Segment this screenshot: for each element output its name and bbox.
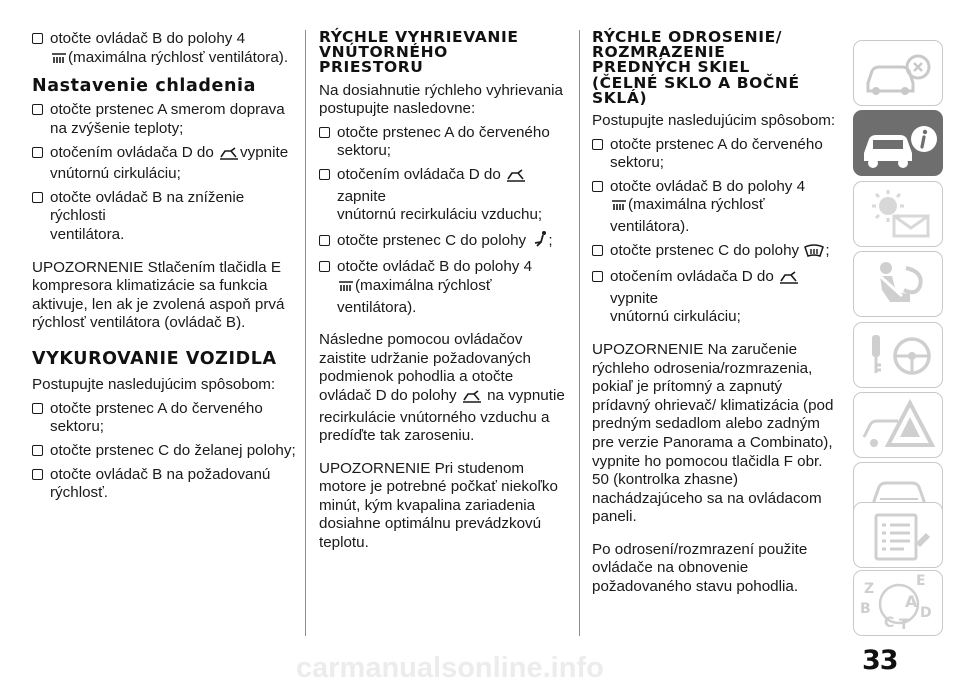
tab-starting-driving[interactable]: [853, 322, 943, 388]
warning-paragraph: UPOZORNENIE Stlačením tlačidla E kompresora klimatizácie sa funkcia aktivuje, len ak je zvolená aspoň prvá rýchlosť ventilátora (ovládač B).: [32, 258, 285, 332]
tab-car-info[interactable]: [853, 40, 943, 106]
watermark: carmanualsonline.info: [296, 652, 604, 684]
warning-paragraph: UPOZORNENIE Pri studenom motore je potrebné počkať niekoľko minút, kým kvapalina zariadenia dosiahne optimálnu prevádzkovú teplotu.: [319, 459, 558, 552]
column-divider: [579, 30, 580, 636]
alphabetical-index-icon: [854, 571, 944, 637]
intro-text: Na dosiahnutie rýchleho vyhrievania postupujte nasledovne:: [319, 81, 563, 118]
bullet-fan-max: otočte ovládač B do polohy 4 (maximálna rýchlosť ventilátora).: [319, 258, 569, 317]
heading-rapid-heating: RÝCHLE VYHRIEVANIE VNÚTORNÉHO PRIESTORU: [319, 28, 519, 77]
recirculation-icon: [778, 270, 800, 290]
index-letter-t: T: [899, 617, 909, 633]
checkbox-bullet-icon: [592, 181, 603, 192]
column-2: [319, 30, 569, 567]
warning-paragraph: UPOZORNENIE Na zaručenie rýchleho odrosenia/rozmrazenia, pokiaľ je prítomný a zapnutý prídavný ohrievač/ klimatizácia (pod predným sedadlom alebo zadným pre verzie Panorama a Combinato), vypnite ho pomocou tlačidla F obr. 50 (kontrolka zhasne) nachádzajúceho sa na ovládacom paneli.: [592, 340, 834, 526]
key-steering-icon: [854, 323, 944, 389]
final-paragraph: Po odrosení/rozmrazení použite ovládače na obnovenie požadovaného stavu pohodlia.: [592, 540, 808, 596]
checkbox-bullet-icon: [319, 261, 330, 272]
heading-cooling: Nastavenie chladenia: [32, 76, 257, 97]
checkbox-bullet-icon: [592, 245, 603, 256]
car-info-icon: [854, 41, 944, 107]
tab-specifications[interactable]: [853, 502, 943, 568]
heading-rapid-defrost: RÝCHLE ODROSENIE/ ROZMRAZENIE PREDNÝCH SKIEL (ČELNÉ SKLO A BOČNÉ SKLÁ): [592, 28, 800, 107]
index-letter-c: C: [884, 615, 895, 631]
recirculation-icon: [218, 146, 240, 166]
column-1: [32, 30, 300, 508]
recirculation-icon: [505, 168, 527, 188]
bullet-ring-c-position: otočte prstenec C do polohy ;: [319, 230, 569, 254]
tab-safety[interactable]: [853, 251, 943, 317]
warning-lights-icon: [854, 182, 944, 248]
fan-speed-icon: [337, 280, 355, 299]
checkbox-bullet-icon: [32, 469, 43, 480]
breakdown-triangle-icon: [854, 393, 944, 459]
bullet-fan-down: otočte ovládač B na zníženie rýchlosti ventilátora.: [32, 189, 300, 245]
checkbox-bullet-icon: [32, 104, 43, 115]
checkbox-bullet-icon: [319, 127, 330, 138]
index-letter-z: Z: [864, 581, 875, 597]
bullet-ring-c-defrost: otočte prstenec C do polohy ;: [592, 242, 842, 264]
checkbox-bullet-icon: [32, 445, 43, 456]
tab-alphabetical-index[interactable]: [853, 570, 943, 636]
recirculation-icon: [461, 389, 483, 409]
column-divider: [305, 30, 306, 636]
checkbox-bullet-icon: [592, 271, 603, 282]
checkbox-bullet-icon: [592, 139, 603, 150]
checkbox-bullet-icon: [319, 235, 330, 246]
fan-speed-icon: [610, 199, 628, 218]
bullet-ring-red: otočte prstenec A do červeného sektoru;: [32, 400, 300, 437]
heading-vehicle-heating: VYKUROVANIE VOZIDLA: [32, 348, 277, 369]
bullet-fan-max: otočte ovládač B do polohy 4 (maximálna rýchlosť ventilátora).: [32, 30, 300, 70]
fan-speed-icon: [50, 52, 68, 71]
bullet-fan-speed: otočte ovládač B na požadovanú rýchlosť.: [32, 466, 300, 503]
page-number: 33: [862, 645, 898, 676]
air-distribution-icon: [530, 230, 548, 254]
checkbox-bullet-icon: [32, 147, 43, 158]
bullet-ring-c: otočte prstenec C do želanej polohy;: [32, 442, 300, 461]
checkbox-bullet-icon: [32, 403, 43, 414]
bullet-recirc-off: otočením ovládača D do vypnite vnútornú cirkuláciu;: [592, 268, 842, 327]
bullet-ring-red: otočte prstenec A do červeného sektoru;: [592, 136, 842, 173]
specifications-list-icon: [854, 503, 944, 569]
tab-warning-lights[interactable]: [853, 181, 943, 247]
car-info-active-icon: [854, 111, 944, 177]
index-letter-e: E: [916, 573, 926, 589]
tab-car-info-active[interactable]: [853, 110, 943, 176]
comfort-paragraph: Následne pomocou ovládačov zaistite udržanie požadovaných podmienok pohodlia a otočte ovládač D do polohy na vypnutie recirkulácie vnútorného vzduchu a predíďte tak zaroseniu.: [319, 331, 565, 445]
checkbox-bullet-icon: [319, 169, 330, 180]
bullet-recirc-off: otočením ovládača D do vypnite vnútornú cirkuláciu;: [32, 144, 300, 184]
windscreen-defrost-icon: [803, 244, 825, 264]
seatbelt-airbag-icon: [854, 252, 944, 318]
index-letter-d: D: [920, 605, 932, 621]
tab-emergency[interactable]: [853, 392, 943, 458]
column-3: [592, 30, 842, 611]
bullet-ring-red: otočte prstenec A do červeného sektoru;: [319, 124, 569, 161]
index-letter-a: A: [905, 592, 918, 611]
intro-text: Postupujte nasledujúcim spôsobom:: [592, 112, 836, 130]
checkbox-bullet-icon: [32, 192, 43, 203]
bullet-ring-right: otočte prstenec A smerom doprava na zvýšenie teploty;: [32, 101, 300, 138]
index-letter-b: B: [860, 601, 871, 617]
checkbox-bullet-icon: [32, 33, 43, 44]
intro-text: Postupujte nasledujúcim spôsobom:: [32, 376, 276, 394]
bullet-recirc-on: otočením ovládača D do zapnite vnútornú recirkuláciu vzduchu;: [319, 166, 569, 225]
bullet-fan-max: otočte ovládač B do polohy 4 (maximálna rýchlosť ventilátora).: [592, 178, 842, 237]
